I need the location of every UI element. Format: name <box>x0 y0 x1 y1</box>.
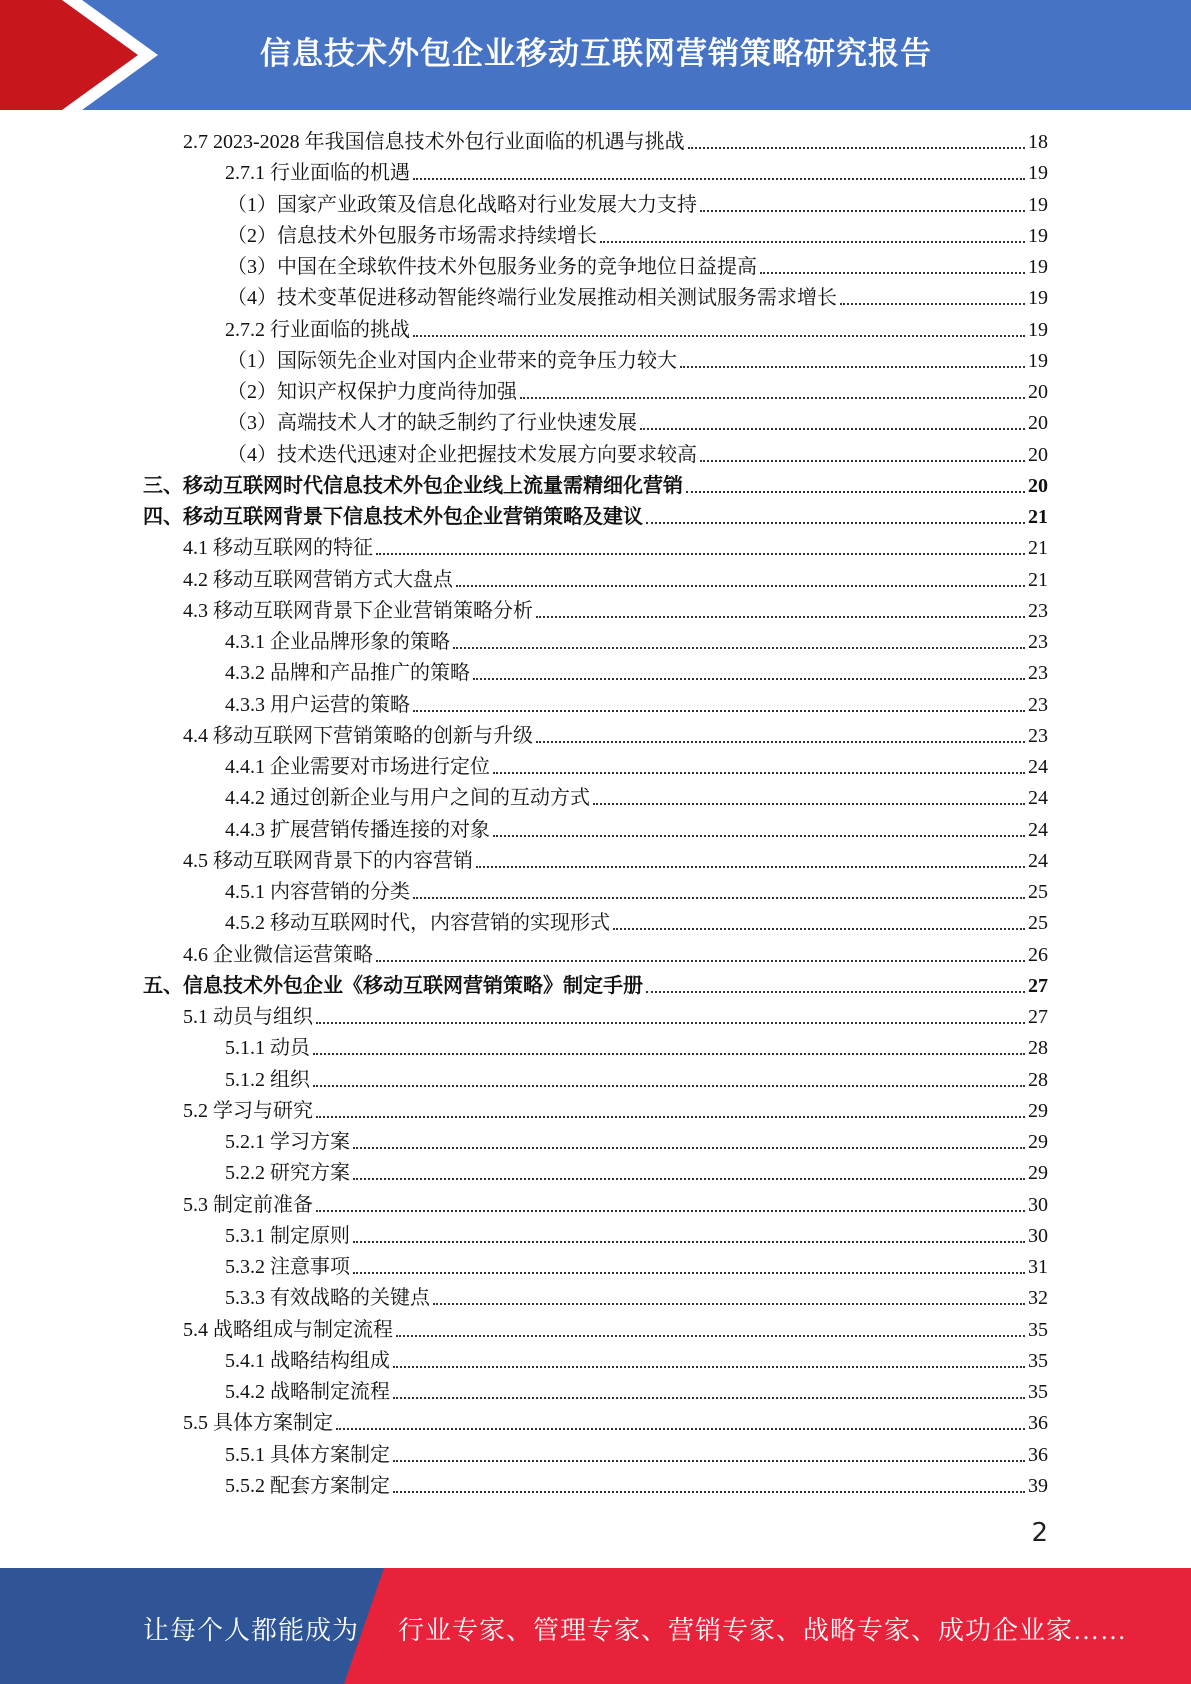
page-header <box>0 0 1191 110</box>
toc-entry[interactable] <box>183 1097 1048 1125</box>
toc-entry-title: 5.4 战略组成与制定流程 <box>183 1318 393 1341</box>
toc-entry-page-number: 20 <box>1028 474 1048 497</box>
toc-entry-title: 5.3 制定前准备 <box>183 1193 313 1216</box>
toc-leader-dots <box>640 427 1025 430</box>
toc-entry-title: 4.3.2 品牌和产品推广的策略 <box>225 662 470 685</box>
toc-entry-page-number: 19 <box>1028 318 1048 341</box>
toc-entry-title: 5.2.2 研究方案 <box>225 1162 350 1185</box>
toc-leader-dots <box>493 834 1025 837</box>
toc-entry-title: 5.1.2 组织 <box>225 1068 310 1091</box>
toc-entry[interactable] <box>143 972 1048 1000</box>
toc-entry[interactable] <box>183 566 1048 594</box>
toc-entry-page-number: 25 <box>1028 881 1048 903</box>
toc-entry-page-number: 21 <box>1028 506 1048 528</box>
toc-leader-dots <box>396 1334 1025 1337</box>
toc-leader-dots <box>316 1209 1025 1212</box>
toc-entry[interactable] <box>183 597 1048 625</box>
toc-entry-title: 5.4.1 战略结构组成 <box>225 1349 390 1372</box>
toc-entry-title: 2.7.2 行业面临的挑战 <box>225 318 410 341</box>
toc-entry-page-number: 20 <box>1028 443 1048 466</box>
toc-entry-page-number: 23 <box>1028 693 1048 716</box>
toc-entry-page-number: 19 <box>1028 287 1048 310</box>
toc-entry-title: 5.5 具体方案制定 <box>183 1412 333 1435</box>
toc-leader-dots <box>520 396 1025 399</box>
toc-entry-title: 2.7.1 行业面临的机遇 <box>225 162 410 185</box>
toc-leader-dots <box>313 1084 1025 1087</box>
toc-leader-dots <box>376 959 1025 962</box>
toc-entry[interactable] <box>225 659 1048 687</box>
page-footer <box>0 1568 1191 1684</box>
toc-entry[interactable] <box>225 1472 1048 1500</box>
toc-leader-dots <box>840 302 1025 305</box>
toc-entry-page-number: 32 <box>1028 1287 1048 1310</box>
toc-entry-title: （1）国家产业政策及信息化战略对行业发展大力支持 <box>227 193 697 216</box>
toc-entry-title: 4.5.2 移动互联网时代，内容营销的实现形式 <box>225 912 610 935</box>
toc-leader-dots <box>413 896 1025 899</box>
toc-entry[interactable] <box>143 503 1048 531</box>
toc-entry[interactable] <box>225 1066 1048 1094</box>
toc-entry-title: 4.4 移动互联网下营销策略的创新与升级 <box>183 724 533 747</box>
toc-entry[interactable] <box>225 1222 1048 1250</box>
toc-entry-title: 5.4.2 战略制定流程 <box>225 1381 390 1403</box>
toc-entry[interactable] <box>227 222 1048 250</box>
toc-leader-dots <box>700 459 1025 462</box>
toc-leader-dots <box>393 1459 1025 1462</box>
toc-leader-dots <box>353 1177 1025 1180</box>
toc-entry[interactable] <box>227 409 1048 437</box>
toc-entry[interactable] <box>227 347 1048 375</box>
toc-leader-dots <box>393 1490 1025 1493</box>
toc-entry-page-number: 23 <box>1028 599 1048 622</box>
toc-entry-page-number: 36 <box>1028 1443 1048 1466</box>
footer-slogan-right: 行业专家、管理专家、营销专家、战略专家、成功企业家…… <box>398 1616 1128 1645</box>
toc-entry-page-number: 29 <box>1028 1099 1048 1122</box>
toc-entry[interactable] <box>225 909 1048 937</box>
toc-leader-dots <box>493 771 1025 774</box>
toc-entry-page-number: 27 <box>1028 1006 1048 1028</box>
toc-entry[interactable] <box>227 378 1048 406</box>
toc-entry-title: 4.1 移动互联网的特征 <box>183 537 373 560</box>
toc-entry-title: 5.3.2 注意事项 <box>225 1256 350 1278</box>
toc-leader-dots <box>353 1146 1025 1149</box>
toc-entry-page-number: 19 <box>1028 256 1048 278</box>
toc-entry-page-number: 19 <box>1028 224 1048 247</box>
toc-entry[interactable] <box>225 159 1048 187</box>
toc-entry[interactable] <box>183 722 1048 750</box>
toc-leader-dots <box>476 865 1025 868</box>
toc-entry[interactable] <box>225 1378 1048 1406</box>
toc-entry-page-number: 30 <box>1028 1224 1048 1247</box>
toc-entry-title: （2）知识产权保护力度尚待加强 <box>227 381 517 403</box>
toc-leader-dots <box>453 646 1025 649</box>
toc-leader-dots <box>353 1240 1025 1243</box>
toc-entry[interactable] <box>183 534 1048 562</box>
toc-entry-page-number: 20 <box>1028 381 1048 403</box>
toc-entry-title: 4.2 移动互联网营销方式大盘点 <box>183 568 453 591</box>
toc-entry[interactable] <box>225 628 1048 656</box>
toc-entry-title: 4.3.3 用户运营的策略 <box>225 693 410 716</box>
toc-entry-page-number: 27 <box>1028 974 1048 997</box>
toc-entry[interactable] <box>183 1003 1048 1031</box>
toc-leader-dots <box>613 927 1025 930</box>
toc-entry[interactable] <box>183 128 1048 156</box>
toc-leader-dots <box>316 1115 1025 1118</box>
toc-entry-page-number: 23 <box>1028 631 1048 653</box>
toc-entry-page-number: 28 <box>1028 1068 1048 1091</box>
toc-leader-dots <box>646 521 1025 524</box>
toc-leader-dots <box>686 490 1025 493</box>
toc-leader-dots <box>593 802 1025 805</box>
toc-entry-title: 4.6 企业微信运营策略 <box>183 943 373 966</box>
toc-leader-dots <box>353 1271 1025 1274</box>
toc-leader-dots <box>646 990 1025 993</box>
toc-entry-title: 4.4.3 扩展营销传播连接的对象 <box>225 818 490 841</box>
toc-leader-dots <box>393 1365 1025 1368</box>
toc-entry[interactable] <box>225 878 1048 906</box>
toc-entry[interactable] <box>227 191 1048 219</box>
toc-leader-dots <box>700 209 1025 212</box>
toc-leader-dots <box>313 1052 1025 1055</box>
toc-entry-title: 5.1 动员与组织 <box>183 1006 313 1028</box>
toc-entry-page-number: 21 <box>1028 537 1048 560</box>
toc-entry[interactable] <box>183 847 1048 875</box>
toc-leader-dots <box>760 271 1025 274</box>
toc-entry-title: 4.4.2 通过创新企业与用户之间的互动方式 <box>225 787 590 810</box>
toc-leader-dots <box>536 740 1025 743</box>
toc-entry-page-number: 24 <box>1028 849 1048 872</box>
toc-entry[interactable] <box>225 1034 1048 1062</box>
toc-leader-dots <box>316 1021 1025 1024</box>
toc-entry-page-number: 19 <box>1028 162 1048 185</box>
toc-leader-dots <box>413 709 1025 712</box>
toc-leader-dots <box>433 1302 1025 1305</box>
toc-entry-title: 4.5 移动互联网背景下的内容营销 <box>183 849 473 872</box>
toc-entry-title: 4.5.1 内容营销的分类 <box>225 881 410 903</box>
toc-leader-dots <box>680 365 1025 368</box>
toc-entry[interactable] <box>225 1128 1048 1156</box>
header-chevron-decoration <box>0 0 160 110</box>
toc-entry[interactable] <box>225 1441 1048 1469</box>
toc-entry[interactable] <box>183 1409 1048 1437</box>
toc-leader-dots <box>600 240 1025 243</box>
toc-entry[interactable] <box>225 1284 1048 1312</box>
toc-leader-dots <box>536 615 1025 618</box>
toc-entry-title: （3）中国在全球软件技术外包服务业务的竞争地位日益提高 <box>227 256 757 278</box>
toc-entry-title: 5.5.2 配套方案制定 <box>225 1474 390 1497</box>
toc-entry-title: 2.7 2023-2028 年我国信息技术外包行业面临的机遇与挑战 <box>183 131 685 153</box>
toc-entry[interactable] <box>225 1159 1048 1187</box>
toc-entry-page-number: 23 <box>1028 662 1048 685</box>
toc-entry-page-number: 31 <box>1028 1256 1048 1278</box>
toc-leader-dots <box>393 1396 1025 1399</box>
toc-entry-page-number: 24 <box>1028 787 1048 810</box>
toc-entry-page-number: 19 <box>1028 193 1048 216</box>
toc-entry[interactable] <box>227 253 1048 281</box>
toc-entry-page-number: 29 <box>1028 1131 1048 1153</box>
toc-entry[interactable] <box>227 441 1048 469</box>
toc-entry-page-number: 36 <box>1028 1412 1048 1435</box>
toc-leader-dots <box>376 552 1025 555</box>
toc-entry-title: 4.3 移动互联网背景下企业营销策略分析 <box>183 599 533 622</box>
toc-entry[interactable] <box>225 691 1048 719</box>
toc-entry[interactable] <box>225 784 1048 812</box>
toc-entry-title: 三、移动互联网时代信息技术外包企业线上流量需精细化营销 <box>143 474 683 497</box>
toc-entry-title: 5.2.1 学习方案 <box>225 1131 350 1153</box>
toc-entry[interactable] <box>225 316 1048 344</box>
toc-entry-title: 5.3.1 制定原则 <box>225 1224 350 1247</box>
toc-leader-dots <box>456 584 1025 587</box>
toc-entry-title: 四、移动互联网背景下信息技术外包企业营销策略及建议 <box>143 506 643 528</box>
toc-entry[interactable] <box>183 1191 1048 1219</box>
toc-entry[interactable] <box>227 284 1048 312</box>
toc-entry-title: 4.3.1 企业品牌形象的策略 <box>225 631 450 653</box>
page-number: 2 <box>1031 1518 1048 1548</box>
toc-entry-page-number: 39 <box>1028 1474 1048 1497</box>
toc-entry-page-number: 28 <box>1028 1037 1048 1060</box>
footer-slogan-left: 让每个人都能成为 <box>143 1616 360 1645</box>
toc-entry-title: 五、信息技术外包企业《移动互联网营销策略》制定手册 <box>143 974 643 997</box>
toc-entry[interactable] <box>225 753 1048 781</box>
toc-entry[interactable] <box>183 941 1048 969</box>
toc-entry-title: 5.1.1 动员 <box>225 1037 310 1060</box>
toc-entry-page-number: 20 <box>1028 412 1048 435</box>
toc-entry-title: （3）高端技术人才的缺乏制约了行业快速发展 <box>227 412 637 435</box>
toc-entry[interactable] <box>225 1347 1048 1375</box>
toc-entry-page-number: 25 <box>1028 912 1048 935</box>
toc-entry-title: 5.5.1 具体方案制定 <box>225 1443 390 1466</box>
toc-entry-title: 5.3.3 有效战略的关键点 <box>225 1287 430 1310</box>
toc-entry[interactable] <box>143 472 1048 500</box>
toc-entry-page-number: 24 <box>1028 756 1048 778</box>
toc-entry-title: 5.2 学习与研究 <box>183 1099 313 1122</box>
toc-leader-dots <box>413 177 1025 180</box>
toc-entry[interactable] <box>225 816 1048 844</box>
toc-entry-page-number: 18 <box>1028 131 1048 153</box>
toc-entry-page-number: 29 <box>1028 1162 1048 1185</box>
toc-entry-title: （4）技术迭代迅速对企业把握技术发展方向要求较高 <box>227 443 697 466</box>
toc-entry-title: （2）信息技术外包服务市场需求持续增长 <box>227 224 597 247</box>
toc-entry[interactable] <box>183 1316 1048 1344</box>
toc-entry-page-number: 35 <box>1028 1318 1048 1341</box>
toc-entry-page-number: 23 <box>1028 724 1048 747</box>
toc-leader-dots <box>473 677 1025 680</box>
toc-entry-title: （1）国际领先企业对国内企业带来的竞争压力较大 <box>227 349 677 372</box>
toc-entry-page-number: 26 <box>1028 943 1048 966</box>
toc-entry-page-number: 35 <box>1028 1349 1048 1372</box>
toc-leader-dots <box>336 1427 1025 1430</box>
toc-entry-page-number: 21 <box>1028 568 1048 591</box>
toc-entry-page-number: 24 <box>1028 818 1048 841</box>
toc-entry-title: 4.4.1 企业需要对市场进行定位 <box>225 756 490 778</box>
toc-leader-dots <box>688 146 1025 149</box>
toc-entry-page-number: 35 <box>1028 1381 1048 1403</box>
toc-entry-title: （4）技术变革促进移动智能终端行业发展推动相关测试服务需求增长 <box>227 287 837 310</box>
toc-entry-page-number: 30 <box>1028 1193 1048 1216</box>
report-title: 信息技术外包企业移动互联网营销策略研究报告 <box>260 36 932 72</box>
toc-entry[interactable] <box>225 1253 1048 1281</box>
toc-leader-dots <box>413 334 1025 337</box>
toc-entry-page-number: 19 <box>1028 349 1048 372</box>
